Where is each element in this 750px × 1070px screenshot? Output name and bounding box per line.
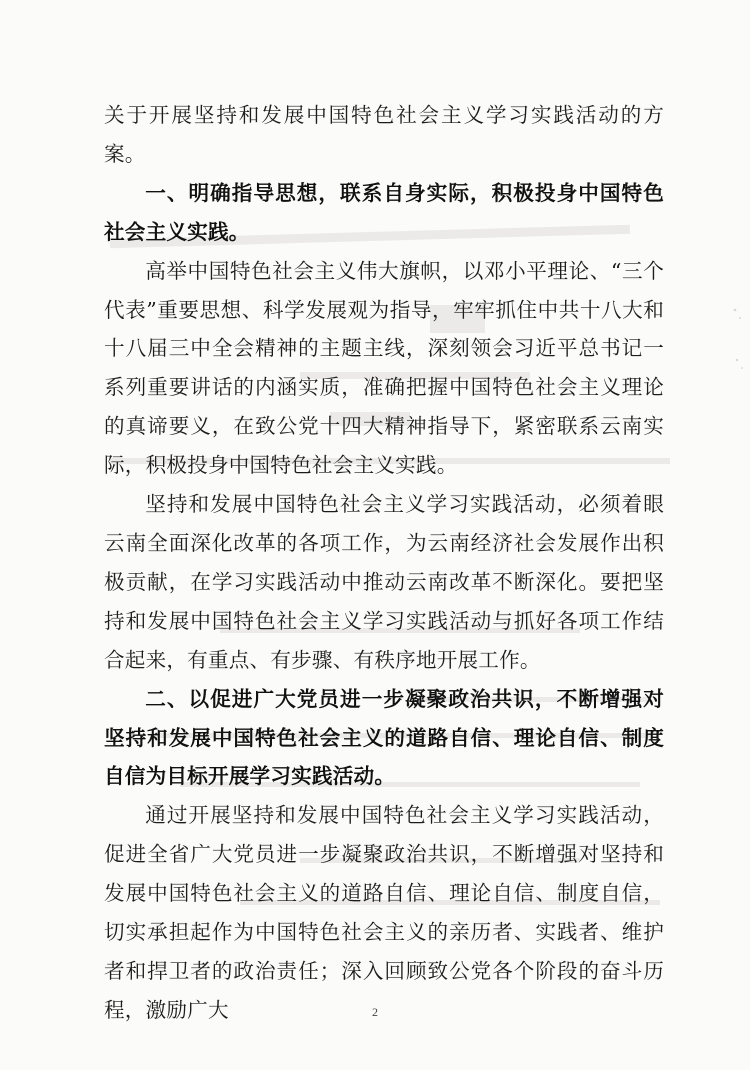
document-body <box>104 96 664 1030</box>
section-heading-1: 一、明确指导思想，联系自身实际，积极投身中国特色社会主义实践。 <box>104 180 664 244</box>
body-paragraph-1: 高举中国特色社会主义伟大旗帜，以邓小平理论、“三个代表”重要思想、科学发展观为指导，牢牢抓住中共十八大和十八届三中全会精神的主题主线，深刻领会习近平总书记一系列重要讲话的内涵实质，准确把握中国特色社会主义理论的真谛要义，在致公党十四大精神指导下，紧密联系云南实际，积极投身中国特色社会主义实践。 <box>104 258 664 478</box>
body-paragraph-3: 通过开展坚持和发展中国特色社会主义学习实践活动，促进全省广大党员进一步凝聚政治共识，不断增强对坚持和发展中国特色社会主义的道路自信、理论自信、制度自信，切实承担起作为中国特色社会主义的亲历者、实践者、维护者和捍卫者的政治责任；深入回顾致公党各个阶段的奋斗历程，激励广大 <box>104 803 664 1022</box>
intro-line: 关于开展坚持和发展中国特色社会主义学习实践活动的方案。 <box>104 103 664 166</box>
body-paragraph-2: 坚持和发展中国特色社会主义学习实践活动，必须着眼云南全面深化改革的各项工作，为云南经济社会发展作出积极贡献，在学习实践活动中推动云南改革不断深化。要把坚持和发展中国特色社会主义学习实践活动与抓好各项工作结合起来，有重点、有步骤、有秩序地开展工作。 <box>104 492 664 672</box>
page-number: 2 <box>372 1005 378 1019</box>
section-heading-2: 二、以促进广大党员进一步凝聚政治共识，不断增强对坚持和发展中国特色社会主义的道路自信、理论自信、制度自信为目标开展学习实践活动。 <box>104 686 664 789</box>
